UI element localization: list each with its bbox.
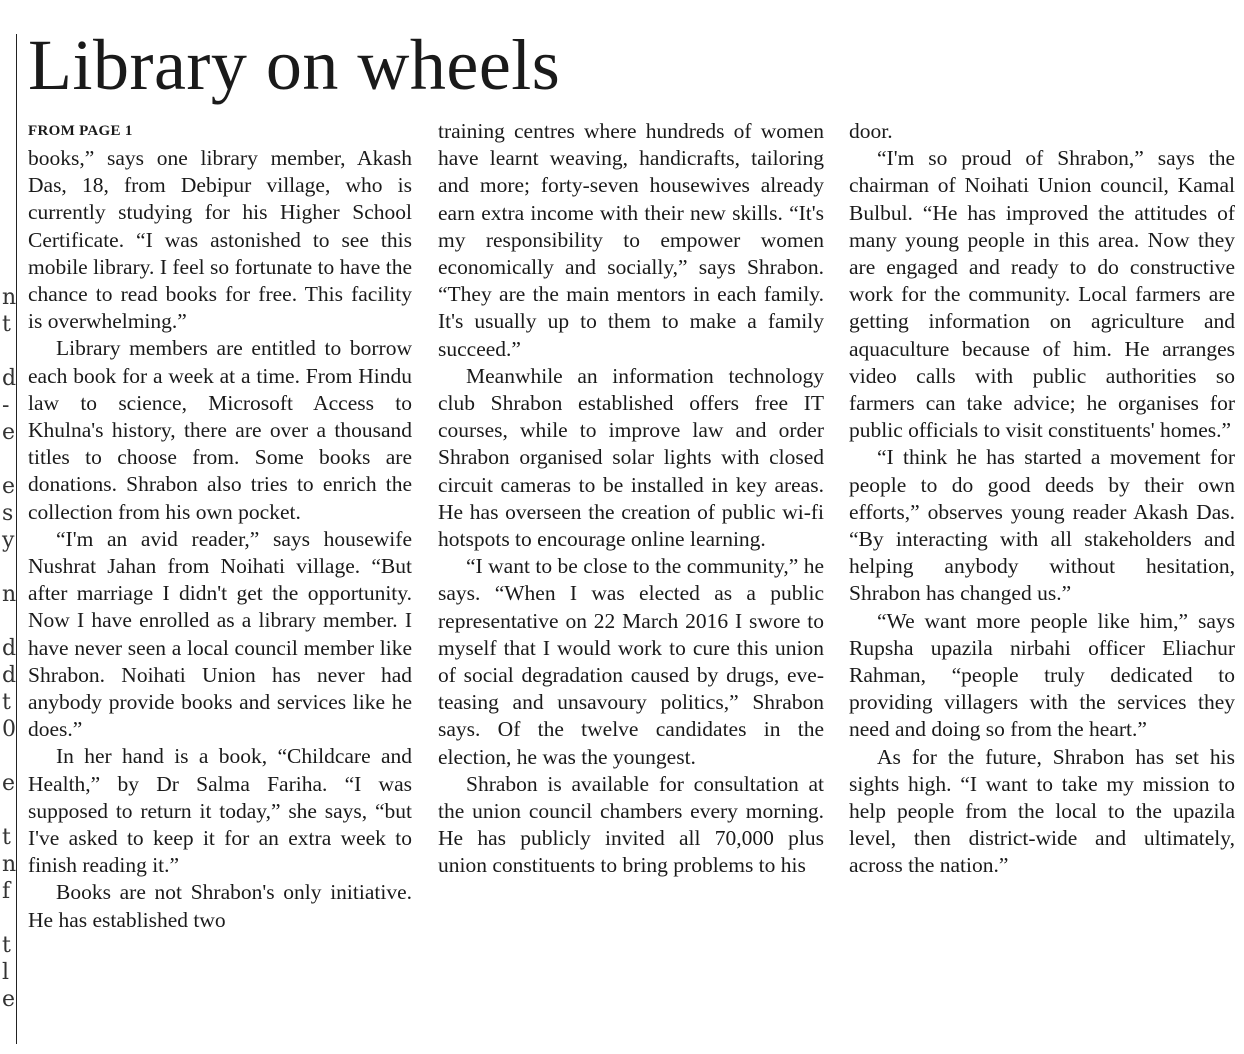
column-rule	[16, 34, 17, 1044]
edge-letter: d	[2, 663, 17, 688]
edge-letter: d	[2, 636, 17, 661]
kicker: FROM PAGE 1	[28, 123, 133, 139]
paragraph: training centres where hundreds of women have learnt weaving, handicrafts, tailoring and more; forty-seven housewives already earn extra income with their new skills. “It's my responsibility to empower women economically and socially,” says Shrabon. “They are the main mentors in each family. It's usually up to them to make a family succeed.”	[438, 119, 824, 361]
edge-letter: n	[2, 285, 17, 310]
paragraph: “I think he has started a movement for people to do good deeds by their own efforts,” observes young reader Akash Das. “By interacting with all stakeholders and helping anybody without hesitation, Shrabon has changed us.”	[849, 445, 1235, 606]
paragraph: Books are not Shrabon's only initiative. He has established two	[28, 880, 412, 932]
edge-letter: y	[2, 528, 15, 553]
edge-letter: f	[2, 879, 11, 904]
edge-letter: n	[2, 582, 17, 607]
edge-letter: s	[2, 501, 14, 526]
paragraph: “I'm so proud of Shrabon,” says the chairman of Noihati Union council, Kamal Bulbul. “He has improved the attitudes of many young people in this area. Now they are engaged and ready to do constructive work for the community. Local farmers are getting information on agriculture and aquaculture because of him. He arranges video calls with public authorities so farmers can take advice; he organises for public officials to visit constituents' homes.”	[849, 146, 1235, 443]
edge-letter: e	[2, 771, 16, 796]
edge-letter: t	[2, 690, 11, 715]
edge-letter: t	[2, 825, 11, 850]
edge-letter: d	[2, 366, 17, 391]
article-column-2	[438, 118, 824, 1048]
paragraph: “We want more people like him,” says Rupsha upazila nirbahi officer Eliachur Rahman, “people truly dedicated to providing villagers with the services they need and doing so from the heart.”	[849, 608, 1235, 742]
paragraph: “I'm an avid reader,” says housewife Nushrat Jahan from Noihati village. “But after marriage I didn't get the opportunity. Now I have enrolled as a library member. I have never seen a local council member like Shrabon. Noihati Union has never had anybody provide books and services like he does.”	[28, 526, 412, 742]
paragraph: Library members are entitled to borrow each book for a week at a time. From Hindu law to science, Microsoft Access to Khulna's history, there are over a thousand titles to choose from. Some books are donations. Shrabon also tries to enrich the collection from his own pocket.	[28, 336, 412, 524]
edge-letter: l	[2, 960, 10, 985]
paragraph: Meanwhile an information technology club Shrabon established offers free IT courses, while to improve law and order Shrabon organised solar lights with closed circuit cameras to be installed in key areas. He has overseen the creation of public wi-fi hotspots to encourage online learning.	[438, 363, 824, 552]
edge-letter: 0	[2, 717, 16, 742]
edge-letter: t	[2, 312, 11, 337]
paragraph: “I want to be close to the community,” he says. “When I was elected as a public representative on 22 March 2016 I swore to myself that I would work to cure this union of social degradation caused by drugs, eve-teasing and unsavoury politics,” Shrabon says. Of the twelve candidates in the election, he was the youngest.	[438, 554, 824, 769]
paragraph: door.	[849, 119, 893, 143]
edge-letter: t	[2, 933, 11, 958]
headline: Library on wheels	[28, 25, 561, 105]
article-column-3	[849, 118, 1235, 1048]
paragraph: In her hand is a book, “Childcare and Health,” by Dr Salma Fariha. “I was supposed to return it today,” she says, “but I've asked to keep it for an extra week to finish reading it.”	[28, 744, 412, 878]
edge-letter: e	[2, 987, 16, 1012]
edge-letter: n	[2, 852, 17, 877]
article-column-1	[28, 118, 412, 1048]
previous-column-edge	[0, 0, 17, 1054]
paragraph: Shrabon is available for consultation at the union council chambers every morning. He has publicly invited all 70,000 plus union constituents to bring problems to his	[438, 771, 824, 878]
edge-letter: e	[2, 420, 16, 445]
edge-letter: e	[2, 474, 16, 499]
paragraph: As for the future, Shrabon has set his sights high. “I want to take my mission to help people from the local to the upazila level, then district-wide and ultimately, across the nation.”	[849, 744, 1235, 878]
paragraph: books,” says one library member, Akash Das, 18, from Debipur village, who is currently studying for his Higher School Certificate. “I was astonished to see this mobile library. I feel so fortunate to have the chance to read books for free. This facility is overwhelming.”	[28, 146, 412, 334]
edge-letter: -	[2, 393, 10, 418]
